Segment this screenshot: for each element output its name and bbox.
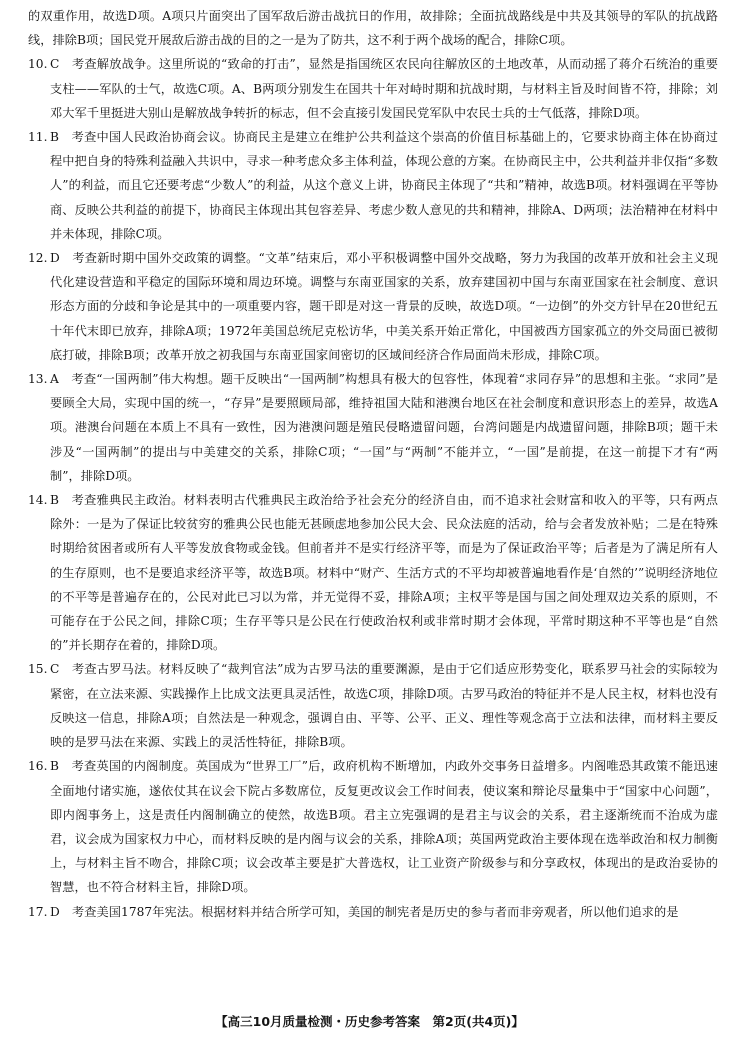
item-text: C 考查解放战争。这里所说的“致命的打击”，显然是指国统区农民向往解放区的土地改革，从而动摇了蒋介石统治的重要支柱——军队的士气，故选C项。A、B两项分别发生在国共十年对峙时期和抗战时期，与材料主旨及时间皆不符，排除；刘邓大军千里挺进大别山是解放战争转折的标志，但不会直接引发国民党军队中农民士兵的士气低落，排除D项。	[50, 57, 718, 120]
item-number: 17.	[28, 904, 48, 919]
continued-paragraph: 的双重作用，故选D项。A项只片面突出了国军敌后游击战抗日的作用，故排除；全面抗战路线是中共及其领导的军队的抗战路线，排除B项；国民党开展敌后游击战的目的之一是为了防共，这不利于两个战场的配合，排除C项。	[28, 9, 718, 48]
item-number: 13.	[28, 372, 48, 387]
item-text: B 考查中国人民政治协商会议。协商民主是建立在维护公共利益这个崇高的价值目标基础上的，它要求协商主体在协商过程中把自身的特殊利益融入共识中，寻求一种考虑众多主体利益，体现公意的方案。在协商民主中，公共利益并非仅指“多数人”的利益，而且它还要考虑“少数人”的利益，从这个意义上讲，协商民主体现了“共和”精神，故选B项。材料强调在平等协商、反映公共利益的前提下，协商民主体现出其包容差异、考虑少数人意见的共和精神，排除A、D两项；法治精神在材料中并未体现，排除C项。	[50, 130, 718, 241]
item-text: D 考查美国1787年宪法。根据材料并结合所学可知，美国的制宪者是历史的参与者而非旁观者，所以他们追求的是	[50, 904, 679, 919]
item-text: A 考查“一国两制”伟大构想。题干反映出“一国两制”构想具有极大的包容性，体现着“求同存异”的思想和主张。“求同”是要顾全大局，实现中国的统一，“存异”是要照顾局部，维持祖国大陆和港澳台地区在社会制度和意识形态上的差异，故选A项。港澳台问题在本质上不具有一致性，因为港澳问题是殖民侵略遗留问题，台湾问题是内战遗留问题，排除B项；题干未涉及“一国两制”的提出与中美建交的关系，排除C项；“一国”与“两制”不能并立，“一国”是前提，在这一前提下才有“两制”，排除D项。	[50, 372, 718, 483]
answer-item-16	[28, 754, 718, 899]
item-text: C 考查古罗马法。材料反映了“裁判官法”成为古罗马法的重要渊源，是由于它们适应形势变化，联系罗马社会的实际较为紧密，在立法来源、实践操作上比成文法更具灵活性，故选C项，排除D项。古罗马政治的特征并不是人民主权，材料也没有反映这一信息，排除A项；自然法是一种观念，强调自由、平等、公平、正义、理性等观念高于立法和法律，而材料主要反映的是罗马法在来源、实践上的灵活性特征，排除B项。	[50, 662, 718, 750]
item-number: 16.	[28, 759, 48, 774]
item-text: B 考查英国的内阁制度。英国成为“世界工厂”后，政府机构不断增加，内政外交事务日益增多。内阁唯恐其政策不能迅速全面地付诸实施，遂依仗其在议会下院占多数席位，反复更改议会工作时间表，使议案和辩论尽量集中于“国家中心问题”，即内阁事务上，这是责任内阁制确立的使然，故选B项。君主立宪强调的是君主与议会的关系，君主逐渐统而不治成为虚君，议会成为国家权力中心，而材料反映的是内阁与议会的关系，排除A项；英国两党政治主要体现在选举政治和权力制衡上，与材料主旨不吻合，排除C项；议会改革主要是扩大普选权，让工业资产阶级参与和分享政权，体现出的是政治妥协的智慧，也不符合材料主旨，排除D项。	[50, 759, 718, 895]
page-footer: 【高三10月质量检测・历史参考答案 第2页(共4页)】	[215, 1014, 524, 1029]
answer-item-11	[28, 125, 718, 246]
item-text: D 考查新时期中国外交政策的调整。“文革”结束后，邓小平积极调整中国外交战略，努力为我国的改革开放和社会主义现代化建设营造和平稳定的国际环境和周边环境。调整与东南亚国家的关系，放弃建国初中国与东南亚国家在社会制度、意识形态方面的分歧和争论是其中的一项重要内容，题干即是对这一背景的反映，故选D项。“一边倒”的外交方针早在20世纪五十年代末即已放弃，排除A项；1972年美国总统尼克松访华，中美关系开始正常化，中国被西方国家孤立的外交局面已被彻底打破，排除B项；改革开放之初我国与东南亚国家间密切的区域间经济合作局面尚未形成，排除C项。	[50, 251, 718, 362]
item-number: 14.	[28, 493, 48, 508]
item-number: 10.	[28, 57, 48, 72]
answer-item-17	[28, 900, 718, 924]
item-number: 12.	[28, 251, 48, 266]
answer-item-14	[28, 488, 718, 657]
answer-item-12	[28, 246, 718, 367]
item-number: 15.	[28, 662, 48, 677]
answer-item-13	[28, 367, 718, 488]
item-text: B 考查雅典民主政治。材料表明古代雅典民主政治给予社会充分的经济自由，而不追求社会财富和收入的平等，只有两点除外：一是为了保证比较贫穷的雅典公民也能无甚顾虑地参加公民大会、民众法庭的活动，给与会者发放补贴；二是在特殊时期给贫困者或所有人平等发放食物或金钱。但前者并不是实行经济平等，而是为了保证政治平等；后者是为了满足所有人的生存原则，也不是要追求经济平等，故选B项。材料中“财产、生活方式的不平均却被普遍地看作是‘自然的’”说明经济地位的不平等是普遍存在的，公民对此已习以为常，并无觉得不妥，排除A项；主权平等是国与国之间处理双边关系的原则，不可能存在于公民之间，排除C项；生存平等只是公民在行使政治权利或非常时期才会体现，平常时期这种不平等也是“自然的”并长期存在着的，排除D项。	[50, 493, 718, 653]
answer-text-body	[28, 4, 718, 924]
answer-item-10	[28, 52, 718, 125]
answer-item-15	[28, 657, 718, 754]
item-number: 11.	[28, 130, 48, 145]
